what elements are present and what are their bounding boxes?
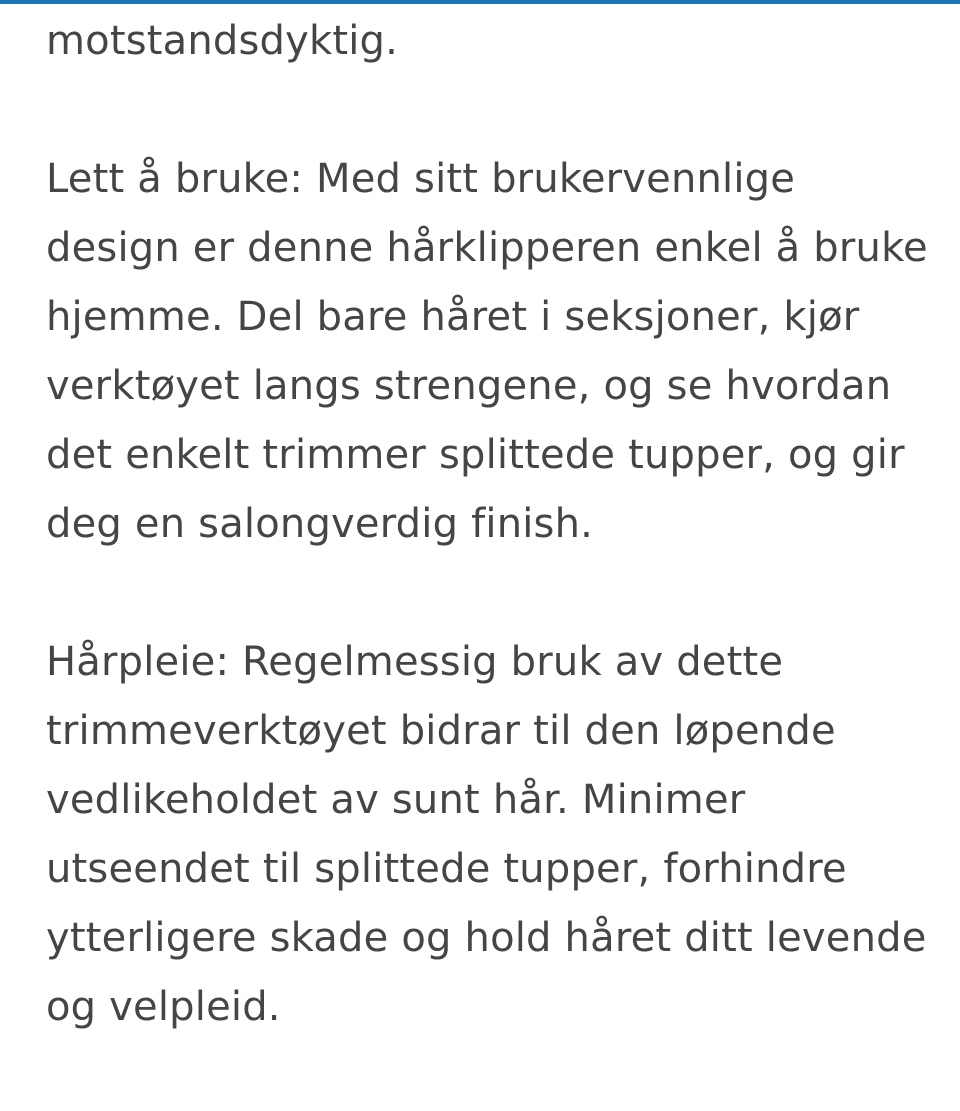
paragraph-durability (46, 7, 960, 76)
text-line: det enkelt trimmer splittede tupper, og gir (46, 432, 905, 478)
text-line: utseendet til splittede tupper, forhindre (46, 846, 847, 892)
text-line: hjemme. Del bare håret i seksjoner, kjør (46, 294, 860, 340)
text-line: og velpleid. (46, 984, 281, 1030)
text-line: trimmeverktøyet bidrar til den løpende (46, 708, 836, 754)
product-description (46, 7, 960, 1111)
text-line: Lett å bruke: Med sitt brukervennlige (46, 156, 796, 202)
text-line: design er denne hårklipperen enkel å bruke (46, 225, 928, 271)
text-line: Hårpleie: Regelmessig bruk av dette (46, 639, 784, 685)
text-line: deg en salongverdig finish. (46, 501, 594, 547)
text-line: verktøyet langs strengene, og se hvordan (46, 363, 892, 409)
text-line: vedlikeholdet av sunt hår. Minimer (46, 777, 746, 823)
text-line: ytterligere skade og hold håret ditt levende (46, 915, 927, 961)
paragraph-easy-to-use (46, 145, 960, 559)
paragraph-hair-care (46, 628, 960, 1042)
top-accent-bar (0, 0, 960, 4)
text-line: motstandsdyktig. (46, 18, 399, 64)
